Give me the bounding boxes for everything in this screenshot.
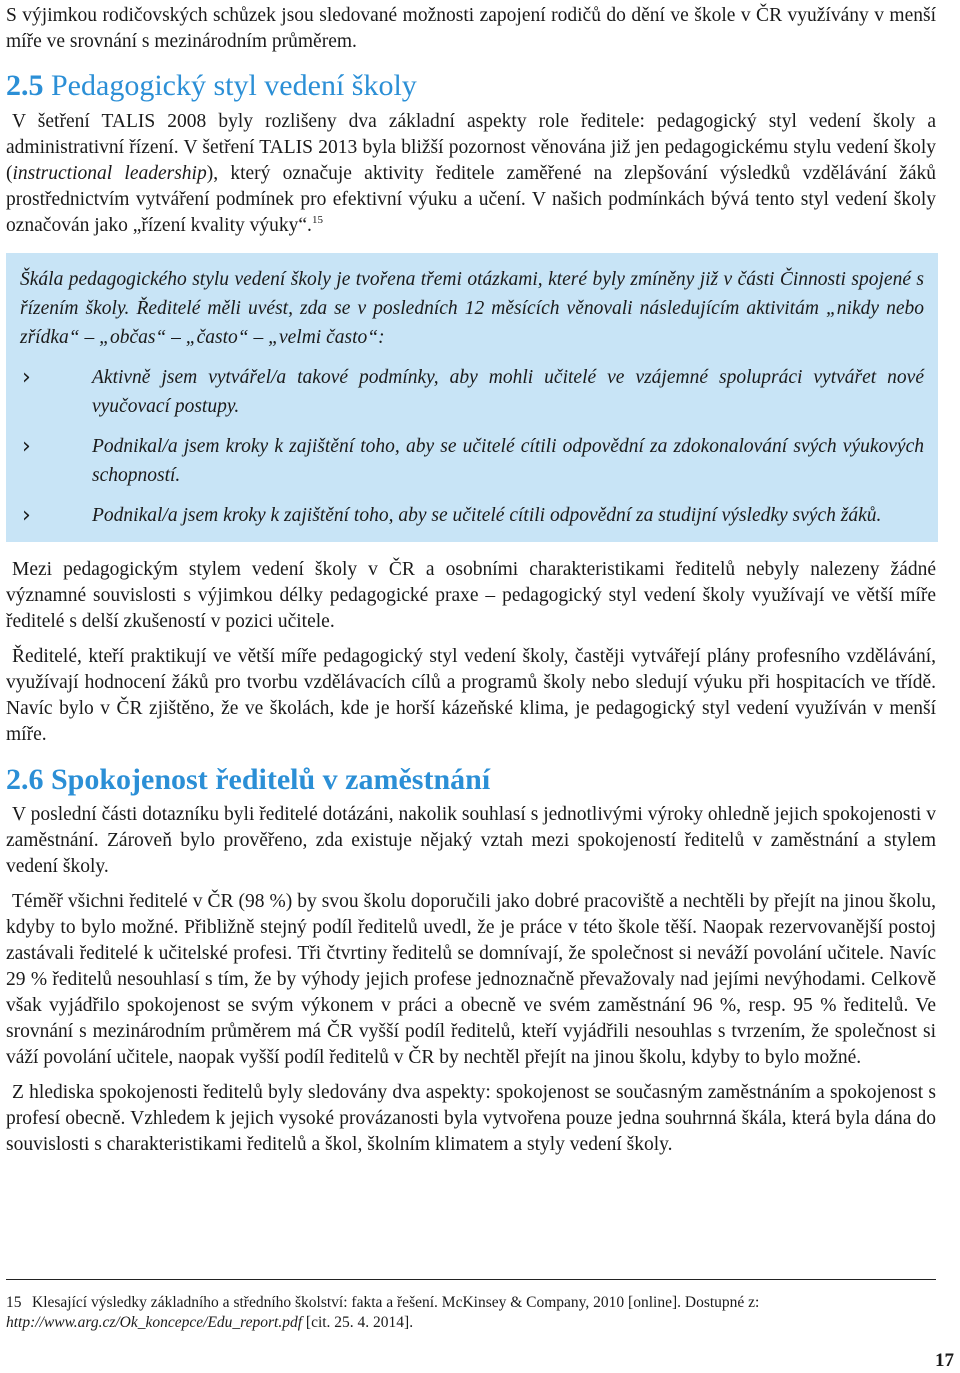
footnote <box>6 1293 936 1333</box>
footnote-text: Klesající výsledky základního a středního školství: fakta a řešení. McKinsey & Company, 2010 [online]. Dostupné z: <box>32 1294 760 1311</box>
footnote-suffix: [cit. 25. 4. 2014]. <box>302 1314 414 1331</box>
section-title: Pedagogický styl vedení školy <box>51 69 417 102</box>
section-number: 2.5 <box>6 69 44 102</box>
section-heading-2-5 <box>6 68 960 104</box>
footnote-number: 15 <box>6 1294 22 1311</box>
info-box-bullet <box>20 501 924 530</box>
page-number: 17 <box>935 1350 954 1371</box>
footnote-ref[interactable]: 15 <box>311 214 323 226</box>
info-box-intro: Škála pedagogického stylu vedení školy je tvořena třemi otázkami, které byly zmíněny již v části Činnosti spojené s řízením školy. Ředitelé měli uvést, zda se v posledních 12 měsících věnovali následujícím aktivitám „nikdy nebo zřídka“ – „občas“ – „často“ – „velmi často“: <box>20 269 924 348</box>
talis-text-a: V šetření TALIS 2008 byly rozlišeny dva základní aspekty role ředitele: pedagogický styl vedení školy a administrativní řízení. V šetření TALIS 2013 byla bližší pozornost věnována již jen pedagogickému stylu vedení školy ( <box>6 111 936 184</box>
bullet-arrow-icon: › <box>22 434 31 459</box>
intro-paragraph: S výjimkou rodičovských schůzek jsou sledované možnosti zapojení rodičů do dění ve škole v ČR využívány v menší míře ve srovnání s mezinárodním průměrem. <box>6 5 936 52</box>
scale-paragraph: Z hlediska spokojenosti ředitelů byly sledovány dva aspekty: spokojenost se současným zaměstnáním a spokojenost s profesí obecně. Vzhledem k jejich vysoké provázanosti byla vytvořena pouze jedna souhrnná škála, která byla dána do souvislosti s charakteristikami ředitelů a škol, školním klimatem a styly vedení školy. <box>6 1082 936 1155</box>
bullet-arrow-icon: › <box>22 365 31 390</box>
principals-paragraph: Ředitelé, kteří praktikují ve větší míře pedagogický styl vedení školy, častěji vytvářejí plány profesního vzdělávání, využívají hodnocení žáků pro tvorbu vzdělávacích cílů a programů školy nebo sledují výuku při hospitacích ve třídě. Navíc bylo v ČR zjištěno, že ve školách, kde je horší kázeňské klima, je pedagogický styl vedení využíván v menší míře. <box>6 646 936 745</box>
bullet-text: Podnikal/a jsem kroky k zajištění toho, aby se učitelé cítili odpovědní za zdokonalování svých výukových schopností. <box>92 436 924 486</box>
section-number: 2.6 <box>6 763 44 796</box>
content-column <box>0 3 960 1158</box>
talis-paragraph <box>6 109 936 239</box>
footnote-link[interactable]: http://www.arg.cz/Ok_koncepce/Edu_report.pdf <box>6 1314 303 1331</box>
bullet-text: Aktivně jsem vytvářel/a takové podmínky, aby mohli učitelé ve vzájemné spolupráci vytvářet nové vyučovací postupy. <box>92 367 924 417</box>
section-title: Spokojenost ředitelů v zaměstnání <box>51 763 491 796</box>
footnote-divider <box>6 1279 936 1280</box>
satisfaction-paragraph: Téměř všichni ředitelé v ČR (98 %) by svou školu doporučili jako dobré pracoviště a nechtěli by přejít na jinou školu, kdyby to bylo možné. Přibližně stejný podíl ředitelů uvedl, že je práce v této škole těší. Naopak rezervovanější postoj zastávali ředitelé k učitelské profesi. Tři čtvrtiny ředitelů se domnívají, že společnost si neváží povolání učitele. Navíc 29 % ředitelů nesouhlasí s tím, že by výhody jejich profese jednoznačně převažovaly nad jejími nevýhodami. Celkově však vyjádřilo spokojenost se svým výkonem v práci a obecně ve svém zaměstnání 96 %, resp. 95 % ředitelů. Ve srovnání s mezinárodním průměrem má ČR vyšší podíl ředitelů, kteří vyjádřili nesouhlas s tvrzením, že společnost si váží povolání učitele, naopak vyšší podíl ředitelů v ČR by nechtěl přejít na jinou školu, kdyby to bylo možné. <box>6 891 936 1068</box>
info-box-bullet <box>20 363 924 421</box>
relations-paragraph: Mezi pedagogickým stylem vedení školy v ČR a osobními charakteristikami ředitelů nebyly nalezeny žádné významné souvislosti s výjimkou délky pedagogické praxe – pedagogický styl vedení školy využívají ve větší míře ředitelé s delší zkušeností v pozici učitele. <box>6 559 936 632</box>
section-heading-2-6 <box>6 762 960 798</box>
info-box-bullet <box>20 432 924 490</box>
bullet-text: Podnikal/a jsem kroky k zajištění toho, aby se učitelé cítili odpovědní za studijní výsledky svých žáků. <box>92 505 882 526</box>
questionnaire-paragraph: V poslední části dotazníku byli ředitelé dotázáni, nakolik souhlasí s jednotlivými výroky ohledně jejich spokojenosti v zaměstnání. Zároveň bylo prověřeno, zda existuje nějaký vztah mezi spokojeností ředitelů v zaměstnání a stylem vedení školy. <box>6 804 936 877</box>
info-box <box>6 253 938 542</box>
bullet-arrow-icon: › <box>22 503 31 528</box>
talis-text-italic: instructional leadership <box>12 163 207 184</box>
talis-text-b: ), který označuje aktivity ředitele zaměřené na zlepšování výsledků vzdělávání žáků prostřednictvím vytváření podmínek pro efektivní výuku a učení. V našich podmínkách bývá tento styl vedení školy označován jako „řízení kvality výuky“. <box>6 163 936 236</box>
